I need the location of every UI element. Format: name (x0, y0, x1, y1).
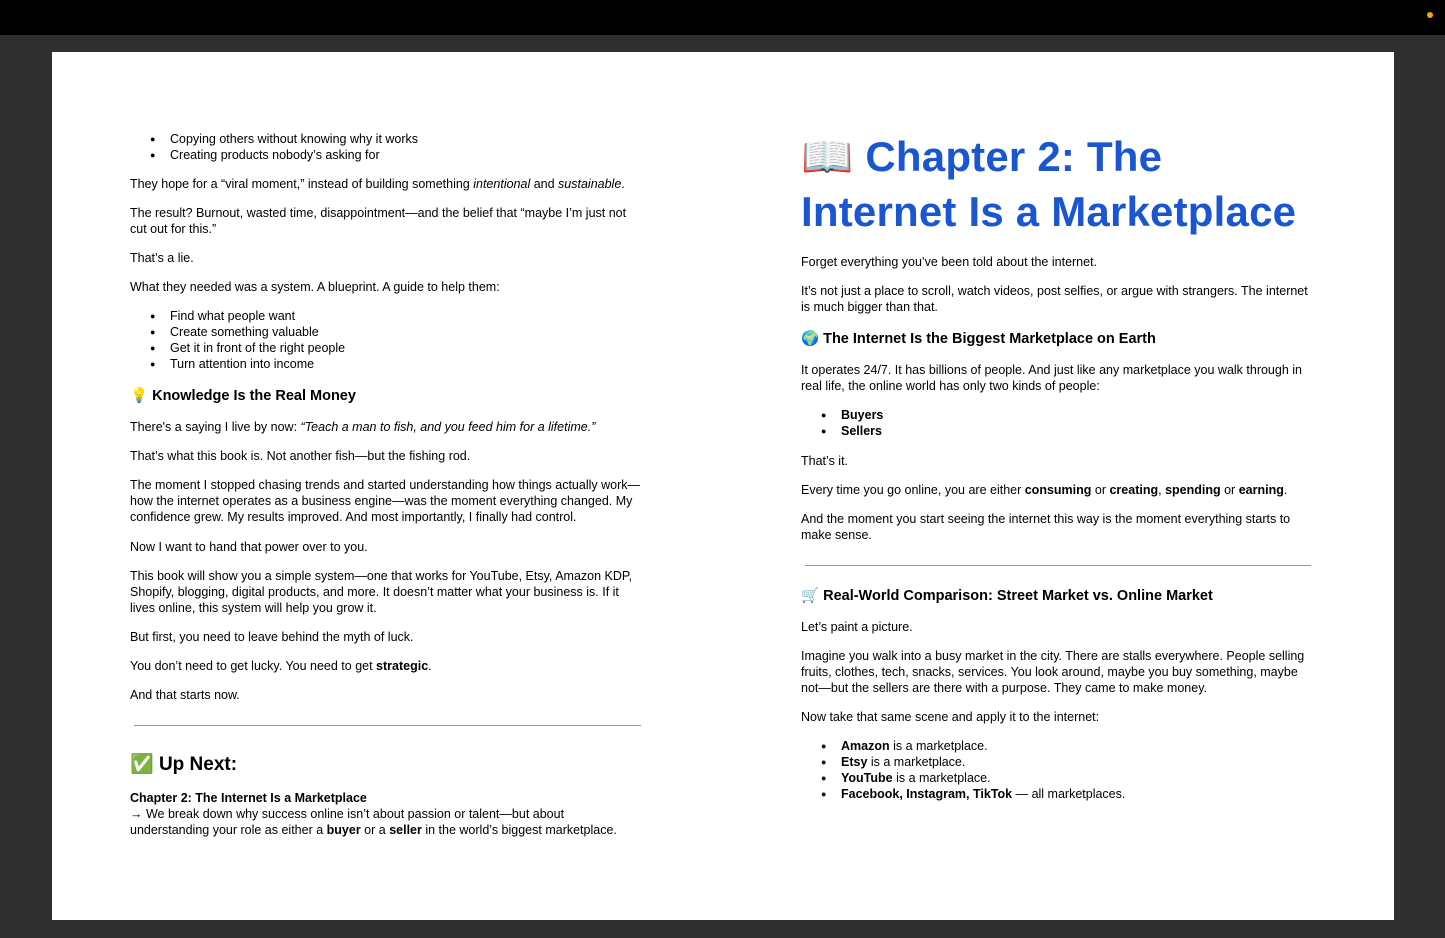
document-spread (52, 52, 1394, 920)
paragraph-book: That’s what this book is. Not another fish—but the fishing rod. (130, 449, 471, 463)
list-item: ● Creating products nobody’s asking for (130, 147, 645, 163)
lightbulb-icon: 💡 (130, 388, 149, 404)
bullet-list-guide (130, 308, 645, 372)
status-dot (1427, 12, 1433, 18)
paragraph-thats-it: That’s it. (801, 454, 849, 468)
list-item: ● Find what people want (130, 308, 645, 324)
bullet-list-marketplaces (801, 738, 1316, 802)
next-chapter-title: Chapter 2: The Internet Is a Marketplace (130, 791, 367, 805)
list-item: ● Turn attention into income (130, 356, 645, 372)
paragraph-result: The result? Burnout, wasted time, disappointment—and the belief that “maybe I’m just not cut out for this.” (130, 206, 627, 236)
paragraph-system: This book will show you a simple system—one that works for YouTube, Etsy, Amazon KDP, Shopify, blogging, digital products, and more. It doesn’t matter what your business is. If it lives online, this system will help you grow it. (130, 569, 633, 615)
heading-up-next: ✅ Up Next: (130, 753, 238, 775)
paragraph-moment: The moment I stopped chasing trends and started understanding how things actually work—how the internet operates as a business engine—was the moment everything changed. My confidence grew. My results improved. And most importantly, I finally had control. (130, 478, 641, 524)
bullet-list-mistakes (130, 131, 645, 163)
heading-knowledge: 💡 Knowledge Is the Real Money (130, 388, 356, 404)
divider (134, 725, 641, 726)
globe-icon: 🌍 (801, 331, 820, 347)
paragraph-paint: Let’s paint a picture. (801, 620, 913, 634)
window-top-bar (0, 0, 1445, 35)
list-item: ● Buyers (801, 407, 1316, 423)
paragraph-moment-sense: And the moment you start seeing the internet this way is the moment everything starts to make sense. (801, 512, 1291, 542)
paragraph-every-time: Every time you go online, you are either consuming or creating, spending or earning. (801, 483, 1288, 497)
open-book-icon: 📖 (801, 132, 854, 181)
paragraph-luck: But first, you need to leave behind the myth of luck. (130, 630, 414, 644)
list-item: ● Amazon is a marketplace. (801, 738, 1316, 754)
list-item: ● Sellers (801, 423, 1316, 439)
bullet-list-people (801, 407, 1316, 439)
list-item: ● Facebook, Instagram, TikTok — all marketplaces. (801, 786, 1316, 802)
check-mark-icon: ✅ (130, 753, 154, 775)
next-chapter-description: → We break down why success online isn’t about passion or talent—but about understanding your role as either a buyer or a seller in the world’s biggest marketplace. (130, 807, 617, 837)
paragraph-lie: That’s a lie. (130, 251, 194, 265)
divider (805, 565, 1311, 566)
list-item: ● Get it in front of the right people (130, 340, 645, 356)
list-item: ● Etsy is a marketplace. (801, 754, 1316, 770)
paragraph-needed: What they needed was a system. A blueprint. A guide to help them: (130, 280, 500, 294)
paragraph-starts: And that starts now. (130, 688, 240, 702)
paragraph-not-just: It’s not just a place to scroll, watch videos, post selfies, or argue with strangers. The internet is much bigger than that. (801, 284, 1308, 314)
paragraph-hope: They hope for a “viral moment,” instead of building something intentional and sustainable. (130, 177, 625, 191)
paragraph-imagine: Imagine you walk into a busy market in the city. There are stalls everywhere. People selling fruits, clothes, tech, snacks, services. You look around, maybe you buy something, maybe not—but the sellers are there with a purpose. They came to make money. (801, 649, 1305, 695)
list-item: ● Copying others without knowing why it works (130, 131, 645, 147)
paragraph-now: Now take that same scene and apply it to the internet: (801, 710, 1100, 724)
heading-comparison: 🛒 Real-World Comparison: Street Market vs. Online Market (801, 588, 1213, 604)
chapter-title: 📖 Chapter 2: The Internet Is a Marketplace (801, 132, 1297, 235)
paragraph-hand: Now I want to hand that power over to you. (130, 540, 368, 554)
shopping-cart-icon: 🛒 (801, 588, 820, 604)
paragraph-forget: Forget everything you’ve been told about the internet. (801, 255, 1098, 269)
paragraph-strategic: You don’t need to get lucky. You need to get strategic. (130, 659, 432, 673)
paragraph-operates: It operates 24/7. It has billions of people. And just like any marketplace you walk through in real life, the online world has only two kinds of people: (801, 363, 1302, 393)
heading-biggest-marketplace: 🌍 The Internet Is the Biggest Marketplace on Earth (801, 331, 1156, 347)
list-item: ● YouTube is a marketplace. (801, 770, 1316, 786)
paragraph-saying: There's a saying I live by now: “Teach a man to fish, and you feed him for a lifetime.” (130, 420, 596, 434)
list-item: ● Create something valuable (130, 324, 645, 340)
